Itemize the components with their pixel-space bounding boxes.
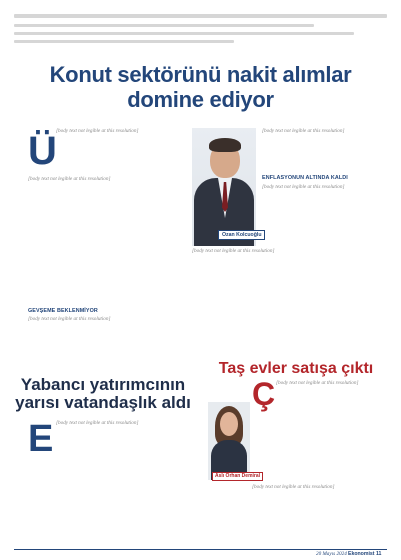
footer-date: 20 Mayıs 2024	[316, 551, 347, 557]
paragraph-unreadable: [body text not legible at this resolution]	[56, 128, 139, 134]
article-tas-evler-body	[252, 484, 386, 546]
main-article-col-1-bottom	[28, 316, 186, 356]
article-dropcap-tas-evler: Ç	[252, 376, 276, 412]
paragraph-unreadable: [body text not legible at this resolution]	[276, 380, 359, 386]
main-article-col-1	[28, 176, 186, 304]
main-dropcap: Ü	[28, 129, 57, 173]
portrait-caption-2: Aslı Orhan Demiral	[212, 472, 263, 481]
article-dropcap-yabanci: E	[28, 418, 54, 460]
main-article-col-1-top	[56, 128, 186, 174]
paragraph-unreadable: [body text not legible at this resolution]	[28, 176, 111, 182]
article-headline-tas-evler: Taş evler satışa çıktı	[218, 360, 374, 377]
paragraph-unreadable: [body text not legible at this resolution]	[56, 420, 139, 426]
main-headline: Konut sektörünü nakit alımlar domine ediyor	[49, 62, 352, 112]
portrait-photo	[192, 128, 256, 246]
section-heading-enflasyon: ENFLASYONUN ALTINDA KALDI	[262, 175, 348, 181]
article-tas-evler-top	[276, 380, 386, 480]
top-header-line-3	[14, 32, 354, 35]
paragraph-unreadable: [body text not legible at this resolution]	[262, 128, 345, 134]
main-article-col-2-top	[262, 128, 386, 174]
section-heading-gevseme: GEVŞEME BEKLENMİYOR	[28, 308, 98, 314]
main-article-col-2-bottom	[192, 248, 386, 354]
article-headline-yabanci: Yabancı yatırımcının yarısı vatandaşlık aldı	[15, 375, 191, 412]
article-yabanci-body	[56, 420, 192, 544]
top-header-line-4	[14, 40, 234, 43]
top-header-line-1	[14, 14, 387, 18]
footer-rule	[14, 549, 387, 550]
top-header-line-2	[14, 24, 314, 27]
portrait-photo-2	[208, 402, 250, 480]
paragraph-unreadable: [body text not legible at this resolution]	[192, 248, 275, 254]
portrait-caption: Ozan Kolcuoğlu	[218, 230, 265, 240]
paragraph-unreadable: [body text not legible at this resolution]	[262, 184, 345, 190]
paragraph-unreadable: [body text not legible at this resolution]	[252, 484, 335, 490]
main-article-col-2	[262, 184, 386, 242]
paragraph-unreadable: [body text not legible at this resolution]	[28, 316, 111, 322]
footer-brand: Ekonomist 11	[348, 551, 382, 557]
